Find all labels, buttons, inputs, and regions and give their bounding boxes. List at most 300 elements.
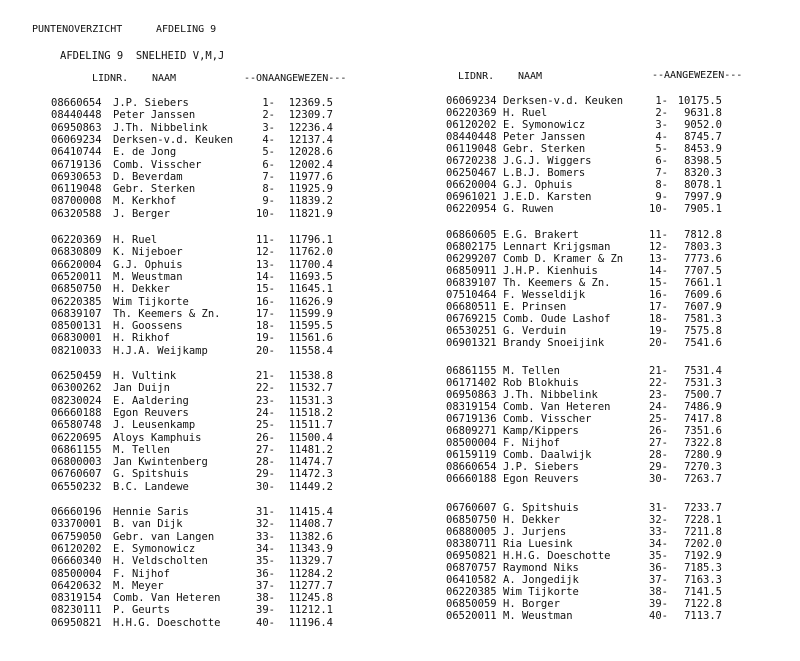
lidnr-cell: 06930653 (51, 170, 102, 183)
col-result-header: --AANGEWEZEN--- (652, 70, 743, 81)
naam-cell: J.P. Siebers (503, 461, 579, 473)
value-cell: 11408.7 (288, 518, 333, 531)
value-cell: 11245.8 (288, 592, 333, 605)
lidnr-cell: 06520011 (446, 610, 497, 622)
lidnr-cell: 06410582 (446, 574, 497, 586)
naam-cell: M. Tellen (113, 443, 170, 456)
lidnr-cell: 06950821 (446, 550, 497, 562)
lidnr-cell: 06760607 (446, 502, 497, 514)
lidnr-cell: 08440448 (51, 109, 102, 122)
lidnr-cell: 06760607 (51, 468, 102, 481)
lidnr-cell: 06809271 (446, 425, 497, 437)
naam-cell: Gebr. Sterken (503, 143, 586, 155)
value-cell: 7185.3 (684, 562, 722, 574)
rank-cell: 17- (256, 307, 275, 320)
lidnr-cell: 06850750 (51, 283, 102, 296)
value-cell: 11343.9 (288, 542, 333, 555)
naam-cell: G.J. Ophuis (503, 179, 573, 191)
value-cell: 7997.9 (684, 191, 722, 203)
rank-cell: 15- (649, 277, 668, 289)
naam-cell: J.Th. Nibbelink (503, 389, 598, 401)
rank-cell: 23- (256, 394, 275, 407)
rank-cell: 9- (655, 191, 668, 203)
naam-cell: M. Meyer (113, 579, 164, 592)
rank-cell: 17- (649, 301, 668, 313)
lidnr-cell: 06839107 (446, 277, 497, 289)
lidnr-cell: 06719136 (446, 413, 497, 425)
value-cell: 11382.6 (288, 530, 333, 543)
naam-cell: Comb. Van Heteren (503, 401, 611, 413)
value-cell: 11595.5 (288, 320, 333, 333)
lidnr-cell: 06720238 (446, 155, 497, 167)
rank-cell: 21- (256, 370, 275, 382)
rank-cell: 7- (655, 167, 668, 179)
naam-cell: Wim Tijkorte (113, 295, 189, 308)
naam-cell: J.E.D. Karsten (503, 191, 592, 203)
value-cell: 11474.7 (288, 456, 333, 469)
lidnr-cell: 06550232 (51, 480, 102, 493)
naam-cell: Th. Keemers & Zn. (113, 307, 221, 320)
value-cell: 7803.3 (684, 241, 722, 253)
lidnr-cell: 06299207 (446, 253, 497, 265)
lidnr-cell: 08660654 (51, 97, 102, 109)
naam-cell: H.H.G. Doeschotte (503, 550, 611, 562)
value-cell: 7500.7 (684, 389, 722, 401)
lidnr-cell: 06220695 (51, 431, 102, 444)
value-cell: 7163.3 (684, 574, 722, 586)
naam-cell: H. Vultink (113, 370, 177, 382)
rank-cell: 37- (256, 579, 275, 592)
naam-cell: J. Leusenkamp (113, 419, 196, 432)
rank-cell: 7- (262, 170, 275, 183)
naam-cell: Jan Duijn (113, 382, 170, 395)
naam-cell: Wim Tijkorte (503, 586, 579, 598)
rank-cell: 36- (649, 562, 668, 574)
value-cell: 11796.1 (288, 234, 333, 246)
value-cell: 7122.8 (684, 598, 722, 610)
value-cell: 12137.4 (288, 133, 333, 146)
rank-cell: 35- (256, 555, 275, 568)
naam-cell: H.H.G. Doeschotte (113, 616, 221, 629)
rank-cell: 13- (256, 258, 275, 271)
value-cell: 7812.8 (684, 229, 722, 241)
rank-cell: 4- (655, 131, 668, 143)
col-lidnr-header: LIDNR. (458, 71, 495, 82)
naam-cell: E. de Jong (113, 146, 177, 159)
rank-cell: 12- (649, 241, 668, 253)
rank-cell: 37- (649, 574, 668, 586)
naam-cell: Comb. Oude Lashof (503, 313, 611, 325)
lidnr-cell: 06220385 (51, 295, 102, 308)
rank-cell: 39- (649, 598, 668, 610)
naam-cell: Derksen-v.d. Keuken (503, 95, 624, 107)
naam-cell: B.C. Landewe (113, 480, 189, 493)
naam-cell: Comb. Visscher (503, 413, 592, 425)
naam-cell: H. Ruel (113, 234, 158, 246)
naam-cell: G. Spitshuis (503, 502, 579, 514)
naam-cell: E. Symonowicz (113, 542, 196, 555)
naam-cell: H. Borger (503, 598, 560, 610)
value-cell: 9052.0 (684, 119, 722, 131)
value-cell: 7607.9 (684, 301, 722, 313)
rank-cell: 19- (256, 332, 275, 345)
lidnr-cell: 06320588 (51, 207, 102, 220)
rank-cell: 5- (262, 146, 275, 159)
rank-cell: 20- (256, 344, 275, 357)
rank-cell: 29- (649, 461, 668, 473)
lidnr-cell: 06660340 (51, 555, 102, 568)
naam-cell: B. van Dijk (113, 518, 183, 531)
value-cell: 10175.5 (677, 95, 722, 107)
afdeling-label: AFDELING 9 (156, 24, 217, 35)
lidnr-cell: 06620004 (51, 258, 102, 271)
rank-cell: 31- (649, 502, 668, 514)
rank-cell: 6- (262, 158, 275, 171)
lidnr-cell: 06660188 (51, 406, 102, 419)
value-cell: 7351.6 (684, 425, 722, 437)
lidnr-cell: 08230024 (51, 394, 102, 407)
lidnr-cell: 08319154 (51, 592, 102, 605)
rank-cell: 36- (256, 567, 275, 580)
lidnr-cell: 08319154 (446, 401, 497, 413)
naam-cell: J.P. Siebers (113, 97, 189, 109)
lidnr-cell: 06901321 (446, 337, 497, 349)
value-cell: 11839.2 (288, 195, 333, 208)
value-cell: 11481.2 (288, 443, 333, 456)
naam-cell: G. Verduin (503, 325, 567, 337)
rank-cell: 10- (256, 207, 275, 220)
naam-cell: Peter Janssen (503, 131, 586, 143)
lidnr-cell: 06830809 (51, 246, 102, 259)
naam-cell: Peter Janssen (113, 109, 196, 122)
value-cell: 7270.3 (684, 461, 722, 473)
rank-cell: 33- (256, 530, 275, 543)
value-cell: 12236.4 (288, 121, 333, 134)
col-naam-header: NAAM (152, 73, 177, 84)
naam-cell: J. Berger (113, 207, 170, 220)
rank-cell: 32- (256, 518, 275, 531)
lidnr-cell: 06769215 (446, 313, 497, 325)
value-cell: 7280.9 (684, 449, 722, 461)
lidnr-cell: 06950821 (51, 616, 102, 629)
value-cell: 11561.6 (288, 332, 333, 345)
rank-cell: 22- (649, 377, 668, 389)
rank-cell: 25- (649, 413, 668, 425)
lidnr-cell: 06950863 (51, 121, 102, 134)
rank-cell: 10- (649, 203, 668, 215)
value-cell: 8078.1 (684, 179, 722, 191)
naam-cell: Comb. Visscher (113, 158, 202, 171)
value-cell: 11518.2 (288, 406, 333, 419)
rank-cell: 15- (256, 283, 275, 296)
value-cell: 11449.2 (288, 480, 333, 493)
lidnr-cell: 06520011 (51, 270, 102, 283)
naam-cell: E.G. Brakert (503, 229, 579, 241)
lidnr-cell: 06580748 (51, 419, 102, 432)
naam-cell: Comb D. Kramer & Zn (503, 253, 624, 265)
value-cell: 11329.7 (288, 555, 333, 568)
value-cell: 7192.9 (684, 550, 722, 562)
lidnr-cell: 06861155 (51, 443, 102, 456)
value-cell: 11558.4 (288, 344, 333, 357)
naam-cell: Ria Luesink (503, 538, 573, 550)
value-cell: 11925.9 (288, 183, 333, 196)
value-cell: 11212.1 (288, 604, 333, 617)
naam-cell: M. Weustman (113, 270, 183, 283)
lidnr-cell: 06410744 (51, 146, 102, 159)
lidnr-cell: 06830001 (51, 332, 102, 345)
rank-cell: 27- (256, 443, 275, 456)
lidnr-cell: 06860605 (446, 229, 497, 241)
value-cell: 11531.3 (288, 394, 333, 407)
value-cell: 7141.5 (684, 586, 722, 598)
naam-cell: Aloys Kamphuis (113, 431, 202, 444)
naam-cell: Rob Blokhuis (503, 377, 579, 389)
naam-cell: E. Prinsen (503, 301, 567, 313)
value-cell: 11645.1 (288, 283, 333, 296)
lidnr-cell: 06660188 (446, 473, 497, 485)
naam-cell: E. Aaldering (113, 394, 189, 407)
lidnr-cell: 08210033 (51, 344, 102, 357)
naam-cell: H. Dekker (113, 283, 170, 296)
value-cell: 7263.7 (684, 473, 722, 485)
naam-cell: H. Dekker (503, 514, 560, 526)
lidnr-cell: 08660654 (446, 461, 497, 473)
rank-cell: 31- (256, 506, 275, 518)
naam-cell: L.B.J. Bomers (503, 167, 586, 179)
rank-cell: 34- (256, 542, 275, 555)
naam-cell: Egon Reuvers (113, 406, 189, 419)
value-cell: 8745.7 (684, 131, 722, 143)
lidnr-cell: 06850059 (446, 598, 497, 610)
lidnr-cell: 08700008 (51, 195, 102, 208)
naam-cell: H. Ruel (503, 107, 548, 119)
rank-cell: 26- (649, 425, 668, 437)
naam-cell: F. Nijhof (113, 567, 170, 580)
rank-cell: 3- (262, 121, 275, 134)
value-cell: 11599.9 (288, 307, 333, 320)
naam-cell: J.G.J. Wiggers (503, 155, 592, 167)
naam-cell: H.J.A. Weijkamp (113, 344, 208, 357)
lidnr-cell: 06861155 (446, 365, 497, 377)
naam-cell: E. Symonowicz (503, 119, 586, 131)
rank-cell: 2- (655, 107, 668, 119)
naam-cell: Egon Reuvers (503, 473, 579, 485)
rank-cell: 14- (256, 270, 275, 283)
rank-cell: 18- (256, 320, 275, 333)
col-result-header: --ONAANGEWEZEN--- (244, 73, 347, 84)
value-cell: 11693.5 (288, 270, 333, 283)
value-cell: 11284.2 (288, 567, 333, 580)
lidnr-cell: 06069234 (446, 95, 497, 107)
value-cell: 12028.6 (288, 146, 333, 159)
lidnr-cell: 06220954 (446, 203, 497, 215)
rank-cell: 40- (256, 616, 275, 629)
value-cell: 9631.8 (684, 107, 722, 119)
value-cell: 11511.7 (288, 419, 333, 432)
lidnr-cell: 06069234 (51, 133, 102, 146)
lidnr-cell: 08440448 (446, 131, 497, 143)
value-cell: 7581.3 (684, 313, 722, 325)
lidnr-cell: 06620004 (446, 179, 497, 191)
value-cell: 12002.4 (288, 158, 333, 171)
lidnr-cell: 06300262 (51, 382, 102, 395)
value-cell: 11762.0 (288, 246, 333, 259)
rank-cell: 25- (256, 419, 275, 432)
value-cell: 7575.8 (684, 325, 722, 337)
naam-cell: F. Wesseldijk (503, 289, 586, 301)
rank-cell: 8- (262, 183, 275, 196)
rank-cell: 9- (262, 195, 275, 208)
naam-cell: Comb. Daalwijk (503, 449, 592, 461)
naam-cell: Hennie Saris (113, 506, 189, 518)
value-cell: 7541.6 (684, 337, 722, 349)
rank-cell: 28- (649, 449, 668, 461)
lidnr-cell: 06759050 (51, 530, 102, 543)
naam-cell: P. Geurts (113, 604, 170, 617)
lidnr-cell: 06250467 (446, 167, 497, 179)
naam-cell: M. Kerkhof (113, 195, 177, 208)
lidnr-cell: 08500004 (446, 437, 497, 449)
value-cell: 7531.3 (684, 377, 722, 389)
rank-cell: 20- (649, 337, 668, 349)
naam-cell: Comb. Van Heteren (113, 592, 221, 605)
rank-cell: 1- (655, 95, 668, 107)
naam-cell: G. Spitshuis (113, 468, 189, 481)
value-cell: 7661.1 (684, 277, 722, 289)
naam-cell: Lennart Krijgsman (503, 241, 611, 253)
lidnr-cell: 06171402 (446, 377, 497, 389)
value-cell: 11472.3 (288, 468, 333, 481)
value-cell: 11500.4 (288, 431, 333, 444)
value-cell: 7322.8 (684, 437, 722, 449)
value-cell: 8398.5 (684, 155, 722, 167)
value-cell: 7486.9 (684, 401, 722, 413)
naam-cell: A. Jongedijk (503, 574, 579, 586)
naam-cell: K. Nijeboer (113, 246, 183, 259)
rank-cell: 18- (649, 313, 668, 325)
rank-cell: 14- (649, 265, 668, 277)
col-lidnr-header: LIDNR. (92, 73, 129, 84)
value-cell: 7417.8 (684, 413, 722, 425)
rank-cell: 11- (256, 234, 275, 246)
rank-cell: 16- (256, 295, 275, 308)
lidnr-cell: 06119048 (51, 183, 102, 196)
rank-cell: 24- (649, 401, 668, 413)
rank-cell: 4- (262, 133, 275, 146)
naam-cell: H. Goossens (113, 320, 183, 333)
lidnr-cell: 08500004 (51, 567, 102, 580)
naam-cell: Jan Kwintenberg (113, 456, 208, 469)
rank-cell: 5- (655, 143, 668, 155)
col-naam-header: NAAM (518, 71, 543, 82)
value-cell: 11821.9 (288, 207, 333, 220)
value-cell: 8320.3 (684, 167, 722, 179)
rank-cell: 39- (256, 604, 275, 617)
value-cell: 7609.6 (684, 289, 722, 301)
lidnr-cell: 06660196 (51, 506, 102, 518)
lidnr-cell: 06850911 (446, 265, 497, 277)
naam-cell: Brandy Snoeijink (503, 337, 605, 349)
rank-cell: 11- (649, 229, 668, 241)
value-cell: 11532.7 (288, 382, 333, 395)
lidnr-cell: 06220369 (51, 234, 102, 246)
value-cell: 7707.5 (684, 265, 722, 277)
lidnr-cell: 06120202 (446, 119, 497, 131)
rank-cell: 35- (649, 550, 668, 562)
value-cell: 11700.4 (288, 258, 333, 271)
naam-cell: Kamp/Kippers (503, 425, 579, 437)
lidnr-cell: 06802175 (446, 241, 497, 253)
lidnr-cell: 07510464 (446, 289, 497, 301)
rank-cell: 29- (256, 468, 275, 481)
naam-cell: Raymond Niks (503, 562, 579, 574)
naam-cell: Derksen-v.d. Keuken (113, 133, 234, 146)
value-cell: 7228.1 (684, 514, 722, 526)
value-cell: 7905.1 (684, 203, 722, 215)
rank-cell: 16- (649, 289, 668, 301)
lidnr-cell: 08230111 (51, 604, 102, 617)
lidnr-cell: 06250459 (51, 370, 102, 382)
lidnr-cell: 06870757 (446, 562, 497, 574)
value-cell: 11415.4 (288, 506, 333, 518)
rank-cell: 3- (655, 119, 668, 131)
rank-cell: 38- (649, 586, 668, 598)
page-title: PUNTENOVERZICHT (32, 24, 123, 35)
rank-cell: 6- (655, 155, 668, 167)
value-cell: 11277.7 (288, 579, 333, 592)
naam-cell: D. Beverdam (113, 170, 183, 183)
lidnr-cell: 06880005 (446, 526, 497, 538)
rank-cell: 22- (256, 382, 275, 395)
lidnr-cell: 08380711 (446, 538, 497, 550)
value-cell: 8453.9 (684, 143, 722, 155)
value-cell: 7233.7 (684, 502, 722, 514)
rank-cell: 1- (262, 97, 275, 109)
value-cell: 7531.4 (684, 365, 722, 377)
lidnr-cell: 06850750 (446, 514, 497, 526)
lidnr-cell: 06530251 (446, 325, 497, 337)
rank-cell: 32- (649, 514, 668, 526)
lidnr-cell: 08500131 (51, 320, 102, 333)
rank-cell: 13- (649, 253, 668, 265)
rank-cell: 26- (256, 431, 275, 444)
rank-cell: 33- (649, 526, 668, 538)
value-cell: 12309.7 (288, 109, 333, 122)
naam-cell: G.J. Ophuis (113, 258, 183, 271)
value-cell: 12369.5 (288, 97, 333, 109)
rank-cell: 34- (649, 538, 668, 550)
lidnr-cell: 06719136 (51, 158, 102, 171)
value-cell: 11977.6 (288, 170, 333, 183)
lidnr-cell: 06159119 (446, 449, 497, 461)
rank-cell: 19- (649, 325, 668, 337)
subtitle: AFDELING 9 SNELHEID V,M,J (60, 50, 225, 62)
lidnr-cell: 06120202 (51, 542, 102, 555)
value-cell: 7113.7 (684, 610, 722, 622)
lidnr-cell: 06839107 (51, 307, 102, 320)
naam-cell: H. Veldscholten (113, 555, 208, 568)
lidnr-cell: 06680511 (446, 301, 497, 313)
rank-cell: 27- (649, 437, 668, 449)
value-cell: 7773.6 (684, 253, 722, 265)
rank-cell: 21- (649, 365, 668, 377)
lidnr-cell: 06220385 (446, 586, 497, 598)
value-cell: 11196.4 (288, 616, 333, 629)
rank-cell: 38- (256, 592, 275, 605)
value-cell: 11538.8 (288, 370, 333, 382)
lidnr-cell: 03370001 (51, 518, 102, 531)
